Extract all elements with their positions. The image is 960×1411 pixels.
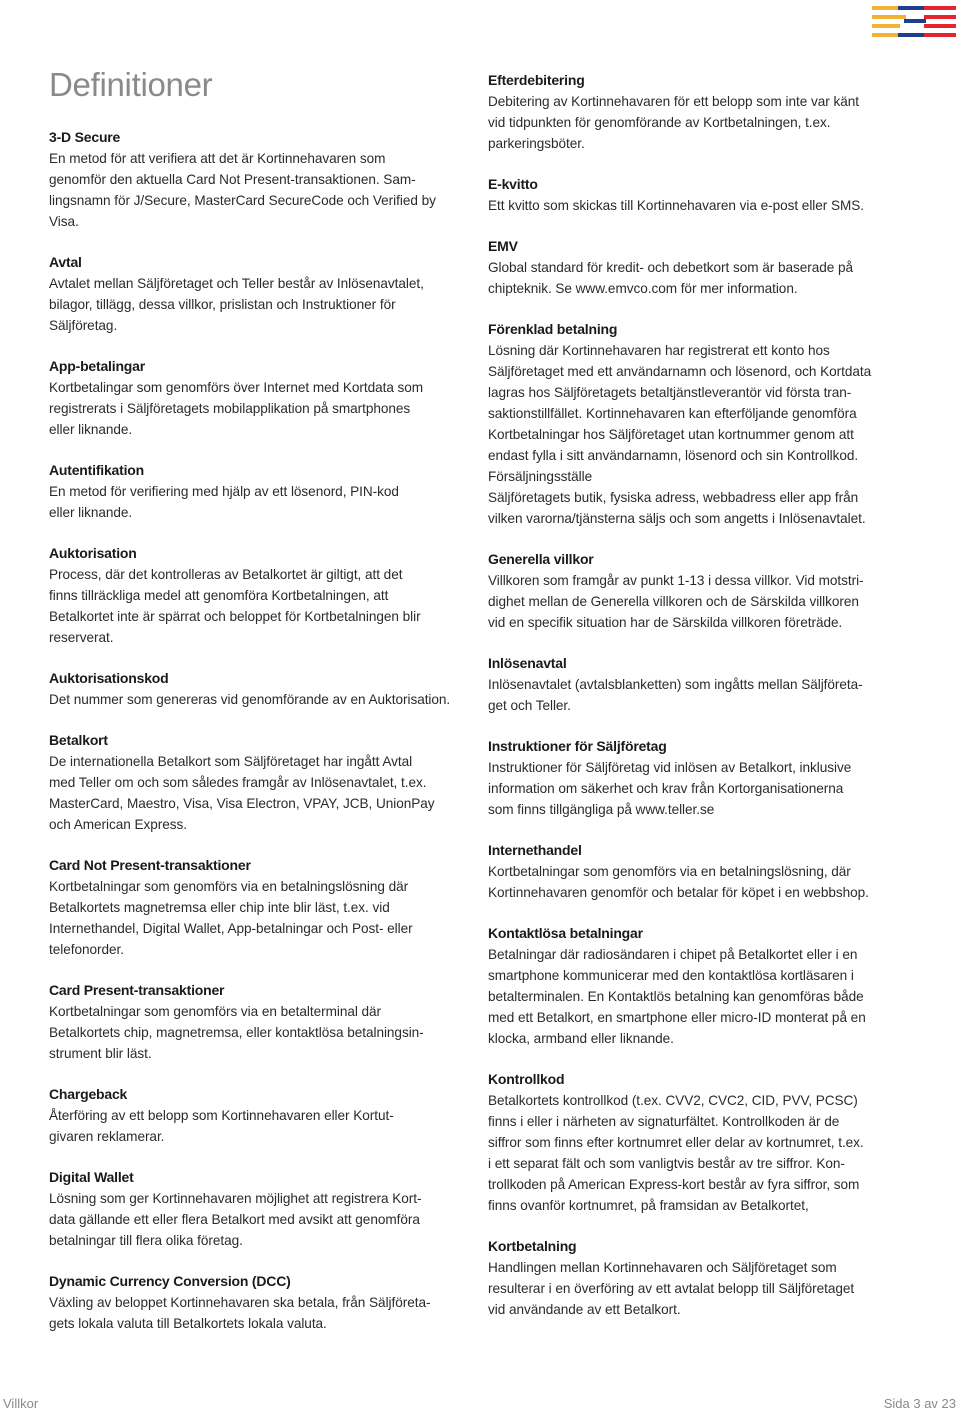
definition-text: Instruktioner för Säljföretag vid inlösen av Betalkort, inklusive information om säkerhet och krav från Kortorganisationerna som finns tillgängliga på www.teller.se: [488, 760, 852, 817]
definition-entry: [49, 855, 469, 960]
definition-term: Generella villkor: [488, 551, 594, 567]
footer-document-name: Villkor: [3, 1396, 39, 1411]
definition-entry: [49, 980, 469, 1064]
teller-logo-icon: [872, 6, 956, 38]
definition-text: Växling av beloppet Kortinnehavaren ska betala, från Säljföreta- gets lokala valuta till Betalkortets lokala valuta.: [49, 1295, 431, 1331]
definition-entry: [49, 127, 469, 232]
definition-term: Dynamic Currency Conversion (DCC): [49, 1273, 291, 1289]
definition-text: Lösning där Kortinnehavaren har registrerat ett konto hos Säljföretaget med ett användarnamn och lösenord, och Kortdata lagras hos Säljföretagets betaltjänstleverantör vid första tran- saktionstillfället. Kortinnehavaren kan efterföljande genomföra Kortbetalningar hos Säljföretaget utan kortnummer genom att endast fylla i sitt användarnamn, lösenord och sin Kontrollkod. Försäljningsställe Säljföretagets butik, fysiska adress, webbadress eller app från vilken varorna/tjänsterna säljs och som angetts i Inlösenavtalet.: [488, 343, 872, 526]
definition-entry: [488, 236, 908, 299]
definition-text: Kortbetalningar som genomförs via en betalningslösning där Betalkortets magnetremsa eller chip inte blir läst, t.ex. vid Internethandel, Digital Wallet, App-betalningar och Post- eller telefonorder.: [49, 879, 413, 957]
definition-entry: [49, 1167, 469, 1251]
definition-text: Kortbetalningar som genomförs via en betalningslösning, där Kortinnehavaren genomför och betalar för köpet i en webbshop.: [488, 864, 869, 900]
definition-text: Handlingen mellan Kortinnehavaren och Säljföretaget som resulterar i en överföring av ett avtalat belopp till Säljföretaget vid användande av ett Betalkort.: [488, 1260, 855, 1317]
definition-entry: [49, 1271, 469, 1334]
definition-text: Inlösenavtalet (avtalsblanketten) som ingåtts mellan Säljföreta- get och Teller.: [488, 677, 863, 713]
definition-term: Card Present-transaktioner: [49, 982, 225, 998]
definitions-right-column: [488, 70, 908, 1340]
definition-entry: [488, 1069, 908, 1216]
definition-entry: [488, 70, 908, 154]
definition-term: Card Not Present-transaktioner: [49, 857, 251, 873]
definition-text: Avtalet mellan Säljföretaget och Teller består av Inlösenavtalet, bilagor, tillägg, dessa villkor, prislistan och Instruktioner för Säljföretag.: [49, 276, 424, 333]
definition-text: De internationella Betalkort som Säljföretaget har ingått Avtal med Teller om och som således framgår av Inlösenavtalet, t.ex. MasterCard, Maestro, Visa, Visa Electron, VPAY, JCB, UnionPay och American Express.: [49, 754, 435, 832]
definition-entry: [49, 668, 469, 710]
definition-text: Kortbetalingar som genomförs över Internet med Kortdata som registrerats i Säljföretagets mobilapplikation på smartphones eller liknande.: [49, 380, 424, 437]
definition-term: 3-D Secure: [49, 129, 121, 145]
definition-entry: [49, 1084, 469, 1147]
definition-entry: [488, 319, 908, 529]
definition-term: Auktorisation: [49, 545, 137, 561]
definition-text: Betalningar där radiosändaren i chipet på Betalkortet eller i en smartphone kommunicerar med den kontaktlösa kortläsaren i betalterminalen. En Kontaktlös betalning kan genomföras både med ett Betalkort, en smartphone eller micro-ID monterat på en klocka, armband eller liknande.: [488, 947, 866, 1046]
definition-term: Inlösenavtal: [488, 655, 567, 671]
definition-term: E-kvitto: [488, 176, 538, 192]
definition-term: Auktorisationskod: [49, 670, 169, 686]
definition-entry: [49, 356, 469, 440]
definition-entry: [49, 460, 469, 523]
definition-term: Betalkort: [49, 732, 108, 748]
definition-text: Kortbetalningar som genomförs via en betalterminal där Betalkortets chip, magnetremsa, eller kontaktlösa betalningsin- strument blir läst.: [49, 1004, 424, 1061]
definition-term: Chargeback: [49, 1086, 128, 1102]
definition-text: Lösning som ger Kortinnehavaren möjlighet att registrera Kort- data gällande ett eller flera Betalkort med avsikt att genomföra betalningar till flera olika företag.: [49, 1191, 422, 1248]
definition-entry: [49, 730, 469, 835]
definition-term: App-betalingar: [49, 358, 145, 374]
definition-term: Autentifikation: [49, 462, 144, 478]
definition-term: Kontaktlösa betalningar: [488, 925, 643, 941]
footer-page-number: Sida 3 av 23: [883, 1396, 956, 1411]
definition-term: Digital Wallet: [49, 1169, 134, 1185]
definition-text: Betalkortets kontrollkod (t.ex. CVV2, CVC2, CID, PVV, PCSC) finns i eller i närheten av signaturfältet. Kontrollkoden är de siffror som finns efter kortnumret eller delar av kortnumret, t.ex. i ett separat fält och som vanligtvis består av tre siffror. Kon- trollkoden på American Express-kort består av fyra siffror, som finns ovanför kortnumret, på framsidan av Betalkortet,: [488, 1093, 864, 1213]
definition-text: Återföring av ett belopp som Kortinnehavaren eller Kortut- givaren reklamerar.: [49, 1108, 394, 1144]
definition-term: Avtal: [49, 254, 82, 270]
definition-term: Efterdebitering: [488, 72, 585, 88]
definition-term: Kontrollkod: [488, 1071, 565, 1087]
page-title: Definitioner: [49, 66, 213, 103]
definition-text: Global standard för kredit- och debetkort som är baserade på chipteknik. Se www.emvco.com för mer information.: [488, 260, 853, 296]
definition-entry: [488, 174, 908, 216]
definition-entry: [49, 543, 469, 648]
definition-text: Villkoren som framgår av punkt 1-13 i dessa villkor. Vid motstri- dighet mellan de Generella villkoren och de Särskilda villkoren vid en specifik situation har de Särskilda villkoren företräde.: [488, 573, 864, 630]
definition-text: Debitering av Kortinnehavaren för ett belopp som inte var känt vid tidpunkten för genomförande av Kortbetalningen, t.ex. parkeringsböter.: [488, 94, 859, 151]
definition-entry: [488, 840, 908, 903]
definition-term: Kortbetalning: [488, 1238, 577, 1254]
definition-entry: [488, 1236, 908, 1320]
definition-text: Ett kvitto som skickas till Kortinnehavaren via e-post eller SMS.: [488, 198, 865, 213]
definition-term: Internethandel: [488, 842, 582, 858]
definition-text: En metod för att verifiera att det är Kortinnehavaren som genomför den aktuella Card Not Present-transaktionen. Sam- lingsnamn för J/Secure, MasterCard SecureCode och Verified by Visa.: [49, 151, 436, 229]
definition-text: En metod för verifiering med hjälp av ett lösenord, PIN-kod eller liknande.: [49, 484, 399, 520]
definition-term: Förenklad betalning: [488, 321, 618, 337]
definition-entry: [488, 923, 908, 1049]
definition-entry: [488, 549, 908, 633]
definition-text: Det nummer som genereras vid genomförande av en Auktorisation.: [49, 692, 451, 707]
definition-term: Instruktioner för Säljföretag: [488, 738, 667, 754]
definition-text: Process, där det kontrolleras av Betalkortet är giltigt, att det finns tillräckliga medel att genomföra Kortbetalningen, att Betalkortet inte är spärrat och beloppet för Kortbetalningen blir reserverat.: [49, 567, 421, 645]
definition-entry: [488, 736, 908, 820]
definition-term: EMV: [488, 238, 518, 254]
definitions-left-column: [49, 127, 469, 1354]
definition-entry: [49, 252, 469, 336]
definition-entry: [488, 653, 908, 716]
